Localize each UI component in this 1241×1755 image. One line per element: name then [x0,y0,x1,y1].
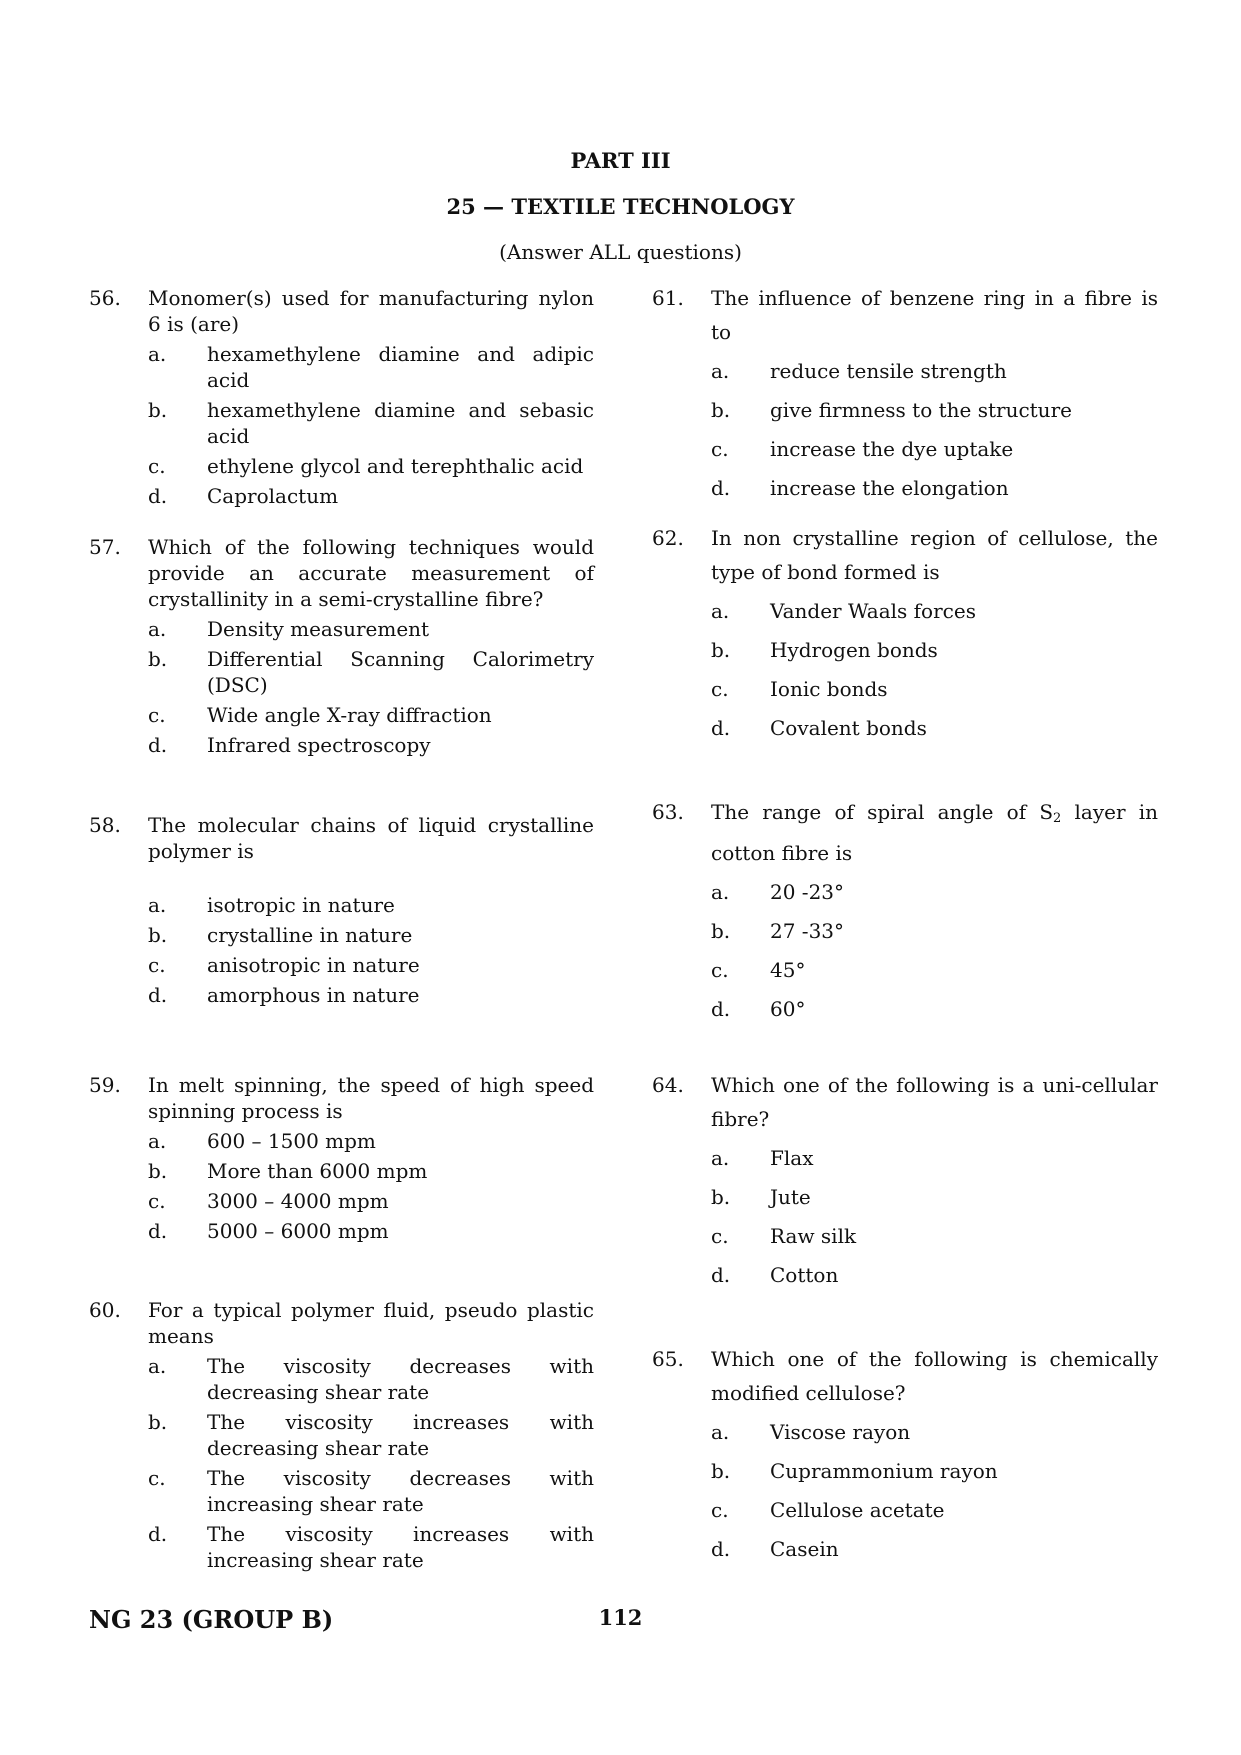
option-label: c. [711,437,729,461]
option-b [89,397,594,449]
question-text: The range of spiral angle of $S_2$ layer in cotton fibre is [711,800,1158,865]
option-b [652,633,1158,667]
option-text: 600 – 1500 mpm [207,1129,376,1153]
option-list [652,875,1158,1026]
question-number: 65. [652,1347,684,1371]
option-label: c. [148,953,166,977]
option-text: The viscosity decreases with decreasing shear rate [207,1354,594,1404]
option-d [652,711,1158,745]
option-text: anisotropic in nature [207,953,420,977]
option-a [89,1128,594,1154]
option-text: The viscosity increases with increasing shear rate [207,1522,594,1572]
option-label: b. [148,1410,168,1434]
question-65 [652,1342,1158,1566]
option-label: a. [148,1129,167,1153]
question-text: The molecular chains of liquid crystalline polymer is [148,813,594,863]
option-d [652,1258,1158,1292]
option-label: d. [148,733,168,757]
option-text: 27 -33° [770,919,845,943]
option-text: hexamethylene diamine and sebasic acid [207,398,594,448]
question-57 [89,534,594,758]
question-number: 62. [652,526,684,550]
option-text: Cuprammonium rayon [770,1459,998,1483]
part-title: PART III [570,148,671,173]
option-text: 3000 – 4000 mpm [207,1189,389,1213]
section-title: 25 — TEXTILE TECHNOLOGY [446,194,795,219]
option-c [89,1188,594,1214]
option-text: crystalline in nature [207,923,413,947]
option-text: The viscosity increases with decreasing shear rate [207,1410,594,1460]
option-label: d. [711,1537,731,1561]
option-list [652,354,1158,505]
option-d [652,1532,1158,1566]
option-c [652,953,1158,987]
option-text: 45° [770,958,806,982]
option-text: 20 -23° [770,880,845,904]
option-text: Density measurement [207,617,430,641]
option-text: ethylene glycol and terephthalic acid [207,454,584,478]
option-list [89,616,594,758]
option-text: Hydrogen bonds [770,638,938,662]
option-label: c. [711,958,729,982]
page-number: 112 [598,1605,643,1630]
option-c [652,672,1158,706]
question-61 [652,281,1158,505]
option-text: Flax [770,1146,814,1170]
instruction-text: (Answer ALL questions) [499,240,742,264]
option-label: c. [711,677,729,701]
option-list [652,1415,1158,1566]
question-number: 64. [652,1073,684,1097]
option-label: d. [148,484,168,508]
option-text: Viscose rayon [770,1420,911,1444]
question-64 [652,1068,1158,1292]
option-label: c. [711,1498,729,1522]
option-b [89,646,594,698]
question-text: Which one of the following is a uni-cellular fibre? [711,1073,1158,1131]
question-58 [89,812,594,1008]
option-label: b. [711,398,731,422]
option-a [89,1353,594,1405]
question-number: 61. [652,286,684,310]
option-text: Cotton [770,1263,839,1287]
option-c [89,453,594,479]
option-text: amorphous in nature [207,983,420,1007]
option-text: Covalent bonds [770,716,927,740]
option-label: d. [711,997,731,1021]
option-label: a. [711,1146,730,1170]
question-number: 57. [89,535,121,559]
option-label: b. [711,1185,731,1209]
option-c [89,952,594,978]
footer-exam-code: NG 23 (GROUP B) [89,1605,334,1634]
option-d [89,732,594,758]
option-a [652,1141,1158,1175]
option-text: The viscosity decreases with increasing shear rate [207,1466,594,1516]
option-a [652,1415,1158,1449]
question-text: For a typical polymer fluid, pseudo plastic means [148,1298,594,1348]
option-a [652,354,1158,388]
option-a [652,594,1158,628]
option-label: b. [711,919,731,943]
option-b [652,1454,1158,1488]
option-label: b. [711,1459,731,1483]
option-list [652,594,1158,745]
option-label: a. [711,1420,730,1444]
option-label: c. [148,703,166,727]
question-63 [652,795,1158,1026]
option-c [652,432,1158,466]
option-label: b. [711,638,731,662]
option-c [652,1493,1158,1527]
question-number: 56. [89,286,121,310]
option-a [89,341,594,393]
option-c [652,1219,1158,1253]
option-b [652,1180,1158,1214]
option-text: increase the dye uptake [770,437,1014,461]
option-label: c. [148,454,166,478]
question-text: The influence of benzene ring in a fibre is to [711,286,1158,344]
option-label: c. [711,1224,729,1248]
question-number: 58. [89,813,121,837]
option-list [89,1353,594,1573]
option-label: d. [148,1219,168,1243]
option-text: 60° [770,997,806,1021]
option-d [89,1521,594,1573]
option-label: b. [148,1159,168,1183]
option-label: a. [148,342,167,366]
option-label: d. [711,476,731,500]
option-b [652,393,1158,427]
question-59 [89,1072,594,1244]
option-text: reduce tensile strength [770,359,1007,383]
option-a [89,616,594,642]
option-text: Ionic bonds [770,677,888,701]
option-text: Caprolactum [207,484,339,508]
option-a [652,875,1158,909]
option-text: Raw silk [770,1224,857,1248]
option-label: d. [148,1522,168,1546]
option-label: a. [148,893,167,917]
option-a [89,892,594,918]
question-number: 59. [89,1073,121,1097]
option-d [89,982,594,1008]
question-56 [89,285,594,509]
option-b [652,914,1158,948]
option-list [652,1141,1158,1292]
option-list [89,892,594,1008]
option-label: b. [148,923,168,947]
option-label: c. [148,1466,166,1490]
option-text: Jute [770,1185,811,1209]
option-d [652,471,1158,505]
option-b [89,1409,594,1461]
option-list [89,341,594,509]
option-label: b. [148,398,168,422]
option-label: a. [148,617,167,641]
option-text: Casein [770,1537,839,1561]
option-text: Wide angle X-ray diffraction [207,703,492,727]
question-text: Monomer(s) used for manufacturing nylon 6 is (are) [148,286,594,336]
option-d [89,483,594,509]
option-label: a. [711,880,730,904]
option-label: d. [711,1263,731,1287]
option-d [652,992,1158,1026]
option-text: Differential Scanning Calorimetry (DSC) [207,647,594,697]
option-text: Infrared spectroscopy [207,733,431,757]
option-label: a. [711,599,730,623]
option-label: a. [711,359,730,383]
question-text: Which one of the following is chemically modified cellulose? [711,1347,1158,1405]
question-62 [652,521,1158,745]
option-text: hexamethylene diamine and adipic acid [207,342,594,392]
question-text: Which of the following techniques would provide an accurate measurement of crystallinity in a semi-crystalline fibre? [148,535,594,611]
option-list [89,1128,594,1244]
option-c [89,702,594,728]
question-text: In non crystalline region of cellulose, the type of bond formed is [711,526,1158,584]
question-text: In melt spinning, the speed of high speed spinning process is [148,1073,594,1123]
option-label: b. [148,647,168,671]
option-text: 5000 – 6000 mpm [207,1219,389,1243]
option-c [89,1465,594,1517]
option-text: increase the elongation [770,476,1009,500]
option-label: a. [148,1354,167,1378]
option-text: isotropic in nature [207,893,395,917]
option-text: give firmness to the structure [770,398,1072,422]
option-d [89,1218,594,1244]
option-label: d. [148,983,168,1007]
question-number: 60. [89,1298,121,1322]
option-label: c. [148,1189,166,1213]
option-b [89,922,594,948]
option-text: Cellulose acetate [770,1498,945,1522]
option-text: More than 6000 mpm [207,1159,428,1183]
question-60 [89,1297,594,1573]
option-text: Vander Waals forces [770,599,976,623]
option-label: d. [711,716,731,740]
question-number: 63. [652,800,684,824]
option-b [89,1158,594,1184]
